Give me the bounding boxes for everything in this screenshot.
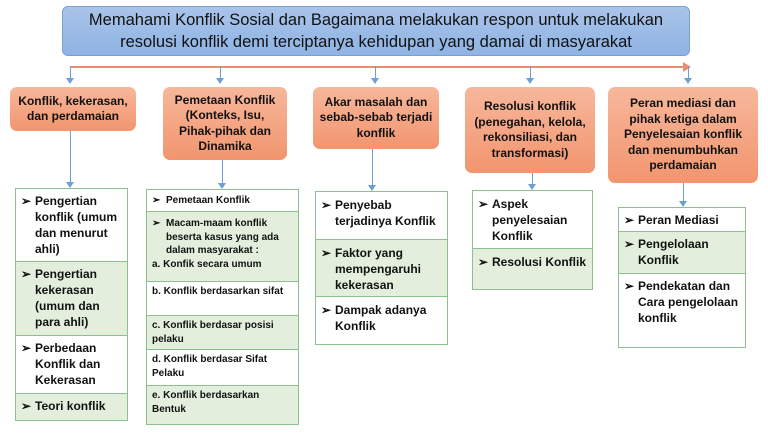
list-item-text: Macam-maam konflik beserta kasus yang ada dalam masyarakat :	[166, 218, 279, 256]
connector-line	[688, 66, 689, 78]
list-item	[619, 274, 745, 347]
category-box-pemetaan: Pemetaan Konflik (Konteks, Isu, Pihak-pihak dan Dinamika	[163, 87, 287, 160]
list-item-text: Peran Mediasi	[638, 213, 719, 227]
list-item	[473, 249, 592, 289]
topic-list-pemetaan	[146, 189, 299, 425]
list-item	[473, 191, 592, 249]
connector-line	[532, 173, 533, 184]
list-item	[147, 212, 298, 282]
bullet-arrow-icon: ➢	[21, 399, 32, 413]
list-item-text: Teori konflik	[35, 399, 106, 413]
category-box-akar-masalah: Akar masalah dan sebab-sebab terjadi konflik	[313, 87, 439, 149]
sub-item-text: e. Konflik berdasarkan Bentuk	[152, 390, 260, 415]
topic-list-resolusi	[472, 190, 593, 290]
connector-line	[375, 66, 376, 78]
topic-list-konflik	[15, 188, 128, 421]
list-item	[147, 350, 298, 386]
list-item	[316, 192, 447, 240]
category-box-mediasi: Peran mediasi dan pihak ketiga dalam Penyelesaian konflik dan menumbuhkan perdamaian	[608, 87, 758, 183]
bullet-arrow-icon: ➢	[321, 303, 332, 317]
list-item-text: Pendekatan dan Cara pengelolaan konflik	[638, 279, 739, 325]
list-item	[147, 316, 298, 350]
list-item-text: Dampak adanya Konflik	[335, 303, 427, 333]
bullet-arrow-icon: ➢	[624, 213, 635, 227]
bullet-arrow-icon: ➢	[21, 194, 32, 208]
connector-arrowhead	[216, 78, 224, 84]
connector-arrowhead	[683, 62, 691, 72]
list-item	[16, 189, 127, 262]
list-item-text: Aspek penyelesaian Konflik	[492, 197, 568, 243]
bullet-arrow-icon: ➢	[321, 246, 332, 260]
list-item	[16, 336, 127, 394]
list-item	[316, 240, 447, 297]
list-item-text: Faktor yang mempengaruhi kekerasan	[335, 246, 422, 292]
bullet-arrow-icon: ➢	[321, 198, 332, 212]
connector-line	[70, 66, 71, 78]
list-item-text: Resolusi Konflik	[492, 255, 587, 269]
sub-item-text: d. Konflik berdasar Sifat Pelaku	[152, 354, 268, 379]
list-item-text: Pengertian konflik (umum dan menurut ahli)	[35, 194, 118, 256]
list-item	[16, 394, 127, 420]
list-item	[147, 190, 298, 212]
list-item-text: Penyebab terjadinya Konflik	[335, 198, 436, 228]
list-item	[147, 386, 298, 424]
connector-arrowhead	[684, 78, 692, 84]
list-item-text: Pengertian kekerasan (umum dan para ahli)	[35, 267, 100, 329]
category-box-konflik: Konflik, kekerasan, dan perdamaian	[10, 87, 136, 131]
list-item-text: Pengelolaan Konflik	[638, 237, 709, 267]
diagram-title: Memahami Konflik Sosial dan Bagaimana melakukan respon untuk melakukan resolusi konflik demi terciptanya kehidupan yang damai di masyarakat	[62, 6, 690, 56]
connector-line	[683, 183, 684, 201]
connector-line	[220, 66, 221, 78]
list-item	[316, 297, 447, 344]
bullet-arrow-icon: ➢	[152, 218, 161, 229]
list-item	[619, 232, 745, 274]
sub-item-text: c. Konflik berdasar posisi pelaku	[152, 320, 274, 345]
bullet-arrow-icon: ➢	[478, 197, 489, 211]
list-item	[147, 282, 298, 316]
bullet-arrow-icon: ➢	[624, 237, 635, 251]
connector-arrowhead	[66, 78, 74, 84]
horizontal-connector-line	[70, 66, 685, 68]
category-box-resolusi: Resolusi konflik (penegahan, kelola, rekonsiliasi, dan transformasi)	[465, 87, 595, 173]
topic-list-akar-masalah	[315, 191, 448, 345]
bullet-arrow-icon: ➢	[21, 341, 32, 355]
connector-arrowhead	[371, 78, 379, 84]
connector-line	[70, 131, 71, 182]
list-item-text: Perbedaan Konflik dan Kekerasan	[35, 341, 101, 387]
list-item-text: Pemetaan Konflik	[166, 195, 250, 206]
bullet-arrow-icon: ➢	[152, 195, 161, 206]
sub-item-text: b. Konflik berdasarkan sifat	[152, 286, 284, 297]
connector-line	[372, 149, 373, 185]
connector-line	[222, 160, 223, 183]
bullet-arrow-icon: ➢	[478, 255, 489, 269]
bullet-arrow-icon: ➢	[21, 267, 32, 281]
bullet-arrow-icon: ➢	[624, 279, 635, 293]
connector-arrowhead	[526, 78, 534, 84]
list-item	[16, 262, 127, 336]
connector-line	[530, 66, 531, 78]
sub-item-text: a. Konfik secara umum	[152, 258, 262, 270]
list-item	[619, 208, 745, 232]
topic-list-mediasi	[618, 207, 746, 348]
